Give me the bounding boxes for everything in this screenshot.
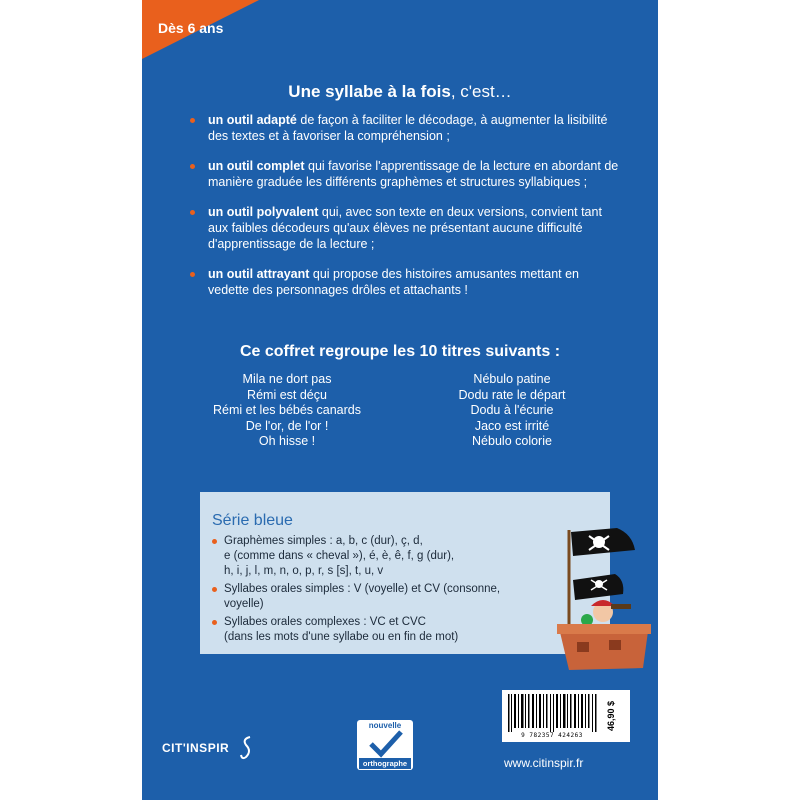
feature-bold: un outil complet	[208, 159, 305, 173]
series-line: e (comme dans « cheval »), é, è, ê, f, g (dur),	[224, 550, 455, 562]
feature-item	[202, 204, 622, 252]
series-list	[224, 534, 524, 648]
series-title: Série bleue	[212, 512, 293, 529]
book-back-cover	[142, 0, 658, 800]
feature-text: qui propose des histoires amusantes mettant en vedette des personnages drôles et attachants !	[208, 267, 580, 297]
book-title: Dodu à l'écurie	[470, 403, 554, 417]
titles-heading: Ce coffret regroupe les 10 titres suivants :	[239, 343, 561, 360]
barcode-icon	[506, 694, 602, 732]
feature-item	[202, 158, 622, 190]
ortho-bottom-label: orthographe	[359, 758, 411, 769]
feature-bold: un outil adapté	[208, 113, 297, 127]
checkmark-icon	[367, 730, 403, 758]
website-url[interactable]: www.citinspir.fr	[504, 756, 584, 770]
features-list	[202, 112, 622, 312]
book-title: Oh hisse !	[258, 434, 316, 448]
book-title: Rémi est déçu	[247, 387, 327, 402]
intro-bold: Une syllabe à la fois	[288, 82, 451, 101]
titles-right-column	[397, 372, 627, 450]
nouvelle-orthographe-badge	[357, 720, 413, 770]
series-line: Syllabes orales complexes : VC et CVC	[224, 616, 426, 628]
feature-bold: un outil attrayant	[208, 267, 310, 281]
book-title: Jaco est irrité	[474, 418, 550, 433]
feature-text: qui, avec son texte en deux versions, convient tant aux faibles décodeurs qu'aux élèves ne présentant aucune difficulté d'apprentissage de la lecture ;	[208, 205, 602, 251]
publisher-logo	[162, 735, 282, 765]
series-item	[224, 582, 524, 612]
age-label: Dès 6 ans	[158, 20, 224, 36]
book-title: De l'or, de l'or !	[245, 418, 329, 433]
series-line: Graphèmes simples : a, b, c (dur), ç, d,	[224, 535, 423, 547]
publisher-symbol-icon	[240, 735, 254, 761]
feature-bold: un outil polyvalent	[208, 205, 319, 219]
price-label: 46,90 $	[606, 700, 616, 732]
book-title: Nébulo patine	[473, 372, 551, 386]
feature-text: de façon à faciliter le décodage, à augmenter la lisibilité des textes et à favoriser la compréhension ;	[208, 113, 608, 143]
series-line: Syllabes orales simples : V (voyelle) et CV (consonne, voyelle)	[224, 583, 501, 610]
intro-rest: , c'est…	[450, 82, 512, 101]
feature-text: qui favorise l'apprentissage de la lecture en abordant de manière graduée les différents graphèmes et structures syllabiques ;	[208, 159, 619, 189]
publisher-name: CIT'INSPIR	[162, 741, 230, 755]
series-line: h, i, j, l, m, n, o, p, r, s [s], t, u, v	[224, 565, 384, 577]
book-title: Mila ne dort pas	[242, 372, 332, 386]
book-title: Dodu rate le départ	[458, 387, 566, 402]
book-title: Nébulo colorie	[472, 434, 552, 448]
feature-item	[202, 266, 622, 298]
pirate-ship-illustration	[547, 520, 658, 670]
titles-left-column	[172, 372, 402, 450]
barcode-digits: 9 782357 424263	[521, 732, 583, 739]
intro-heading	[142, 82, 658, 102]
series-item	[224, 534, 524, 579]
barcode-area	[502, 690, 630, 742]
feature-item	[202, 112, 622, 144]
series-line: (dans les mots d'une syllabe ou en fin de mot)	[224, 631, 459, 643]
series-item	[224, 615, 524, 645]
ortho-top-label: nouvelle	[368, 721, 402, 730]
book-title: Rémi et les bébés canards	[213, 403, 361, 417]
